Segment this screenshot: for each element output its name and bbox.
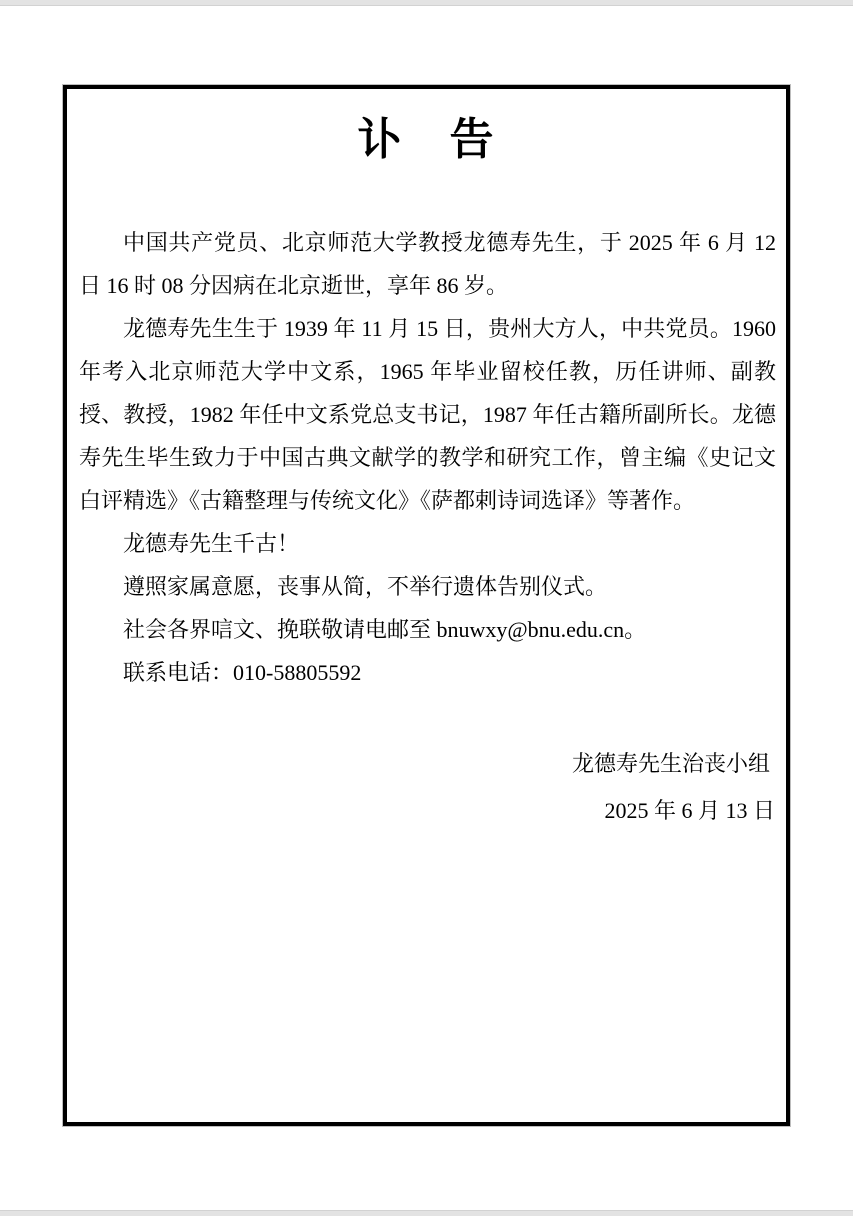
notice-title: 讣 告: [357, 115, 496, 164]
signature-date: 2025 年 6 月 13 日: [604, 798, 775, 823]
notice-paragraph-death-announcement: 中国共产党员、北京师范大学教授龙德寿先生，于 2025 年 6 月 12 日 16 时 08 分因病在北京逝世，享年 86 岁。: [79, 230, 776, 298]
notice-body: [79, 221, 776, 694]
obituary-notice-page: [63, 85, 790, 1126]
signature: 龙德寿先生治丧小组: [571, 751, 770, 776]
signature-block: [67, 740, 786, 834]
viewer-top-strip: [0, 0, 853, 6]
notice-paragraph-condolence-email: 社会各界唁文、挽联敬请电邮至 bnuwxy@bnu.edu.cn。: [123, 617, 647, 642]
notice-paragraph-tribute: 龙德寿先生千古！: [123, 531, 300, 556]
notice-paragraph-contact-phone: 联系电话：010-58805592: [123, 660, 362, 685]
notice-paragraph-funeral-arrangement: 遵照家属意愿，丧事从简，不举行遗体告别仪式。: [123, 574, 608, 599]
viewer-bottom-strip: [0, 1210, 853, 1216]
notice-paragraph-biography: 龙德寿先生生于 1939 年 11 月 15 日，贵州大方人，中共党员。1960 年考入北京师范大学中文系，1965 年毕业留校任教，历任讲师、副教授、教授，1982 年任中文系党总支书记，1987 年任古籍所副所长。龙德寿先生毕生致力于中国古典文献学的教学和研究工作，曾主编《史记文白评精选》《古籍整理与传统文化》《萨都剌诗词选译》等著作。: [79, 316, 776, 513]
